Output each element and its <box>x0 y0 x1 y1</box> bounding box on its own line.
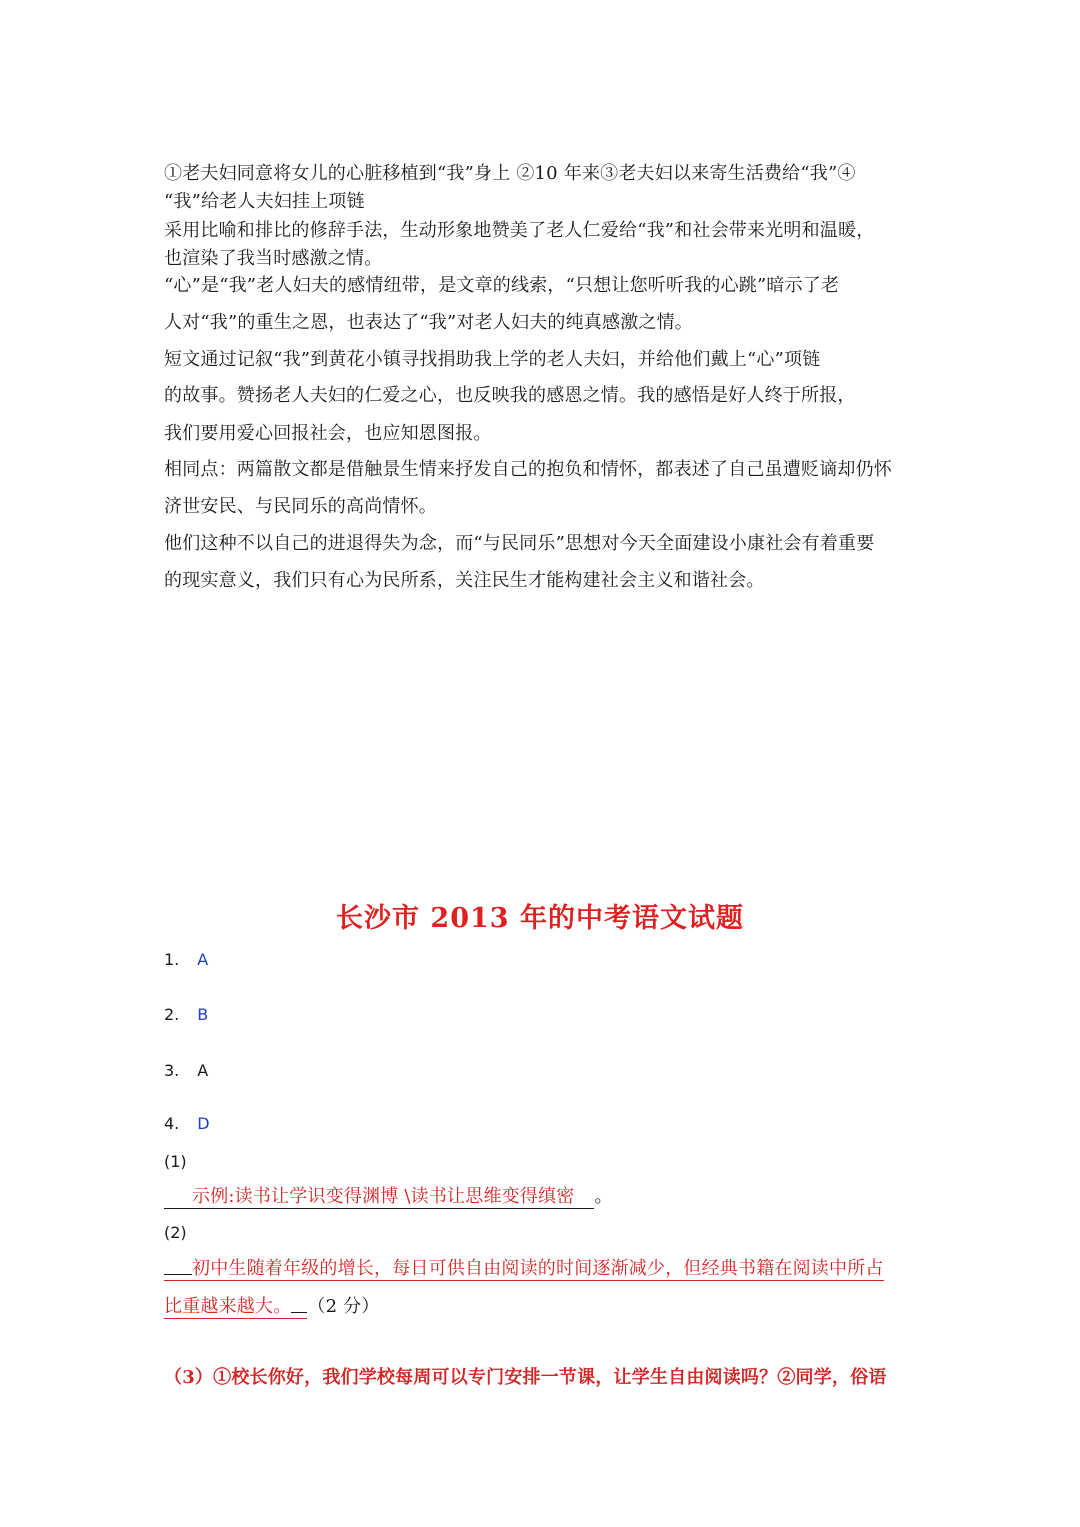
passage-line-3: 采用比喻和排比的修辞手法，生动形象地赞美了老人仁爱给“我”和社会带来光明和温暖， <box>164 220 875 241</box>
sub-question-2-label: (2) <box>164 1223 187 1242</box>
score-note: （2 分） <box>307 1296 380 1317</box>
answer-value: B <box>197 1005 209 1024</box>
passage-line-2: “我”给老人夫妇挂上项链 <box>164 191 365 212</box>
passage-line-5: “心”是“我”老人妇夫的感情纽带，是文章的线索，“只想让您听听我的心跳”暗示了老 <box>164 275 840 296</box>
sub-question-3-answer: （3）①校长你好，我们学校每周可以专门安排一节课，让学生自由阅读吗？②同学，俗语 <box>164 1367 887 1388</box>
passage-line-13: 的现实意义，我们只有心为民所系，关注民生才能构建社会主义和谐社会。 <box>164 570 765 591</box>
answer-number: 1. <box>164 950 180 969</box>
passage-line-7: 短文通过记叙“我”到黄花小镇寻找捐助我上学的老人夫妇，并给他们戴上“心”项链 <box>164 349 821 370</box>
answer-number: 4. <box>164 1114 180 1133</box>
sub-question-1-label: (1) <box>164 1152 187 1171</box>
sub-question-2-answer-line-1 <box>164 1256 884 1282</box>
answer-value: A <box>197 950 209 969</box>
passage-line-12: 他们这种不以自己的进退得失为念，而“与民同乐”思想对今天全面建设小康社会有着重要 <box>164 533 875 554</box>
answer-tail: 。 <box>594 1186 613 1207</box>
answer-item-1 <box>164 949 208 971</box>
answer-number: 2. <box>164 1005 180 1024</box>
passage-line-8: 的故事。赞扬老人夫妇的仁爱之心，也反映我的感恩之情。我的感悟是好人终于所报， <box>164 385 856 406</box>
answer-value: D <box>197 1114 210 1133</box>
sub-question-2-answer-line-2 <box>164 1294 380 1320</box>
answer-text: 初中生随着年级的增长，每日可供自由阅读的时间逐渐减少，但经典书籍在阅读中所占 <box>192 1258 884 1279</box>
answer-blank <box>164 1258 884 1281</box>
passage-line-4: 也渲染了我当时感激之情。 <box>164 248 383 269</box>
passage-line-9: 我们要用爱心回报社会，也应知恩图报。 <box>164 423 492 444</box>
answer-item-3 <box>164 1060 208 1082</box>
passage-line-10: 相同点：两篇散文都是借触景生情来抒发自己的抱负和情怀，都表述了自己虽遭贬谪却仍怀 <box>164 459 892 480</box>
answer-value: A <box>197 1061 209 1080</box>
answer-number: 3. <box>164 1061 180 1080</box>
passage-line-11: 济世安民、与民同乐的高尚情怀。 <box>164 496 437 517</box>
answer-blank <box>164 1296 307 1319</box>
passage-line-6: 人对“我”的重生之恩，也表达了“我”对老人妇夫的纯真感激之情。 <box>164 312 694 333</box>
section-title: 长沙市 2013 年的中考语文试题 <box>336 903 744 934</box>
answer-text: 比重越来越大。 <box>164 1296 292 1317</box>
sub-question-1-answer <box>164 1184 613 1210</box>
answer-item-4 <box>164 1113 210 1135</box>
answer-text: 示例:读书让学识变得渊博 \读书让思维变得缜密 <box>192 1186 575 1207</box>
answer-blank <box>164 1186 594 1209</box>
answer-item-2 <box>164 1004 208 1026</box>
passage-line-1: ①老夫妇同意将女儿的心脏移植到“我”身上 ②10 年来③老夫妇以来寄生活费给“我”④ <box>164 163 856 184</box>
